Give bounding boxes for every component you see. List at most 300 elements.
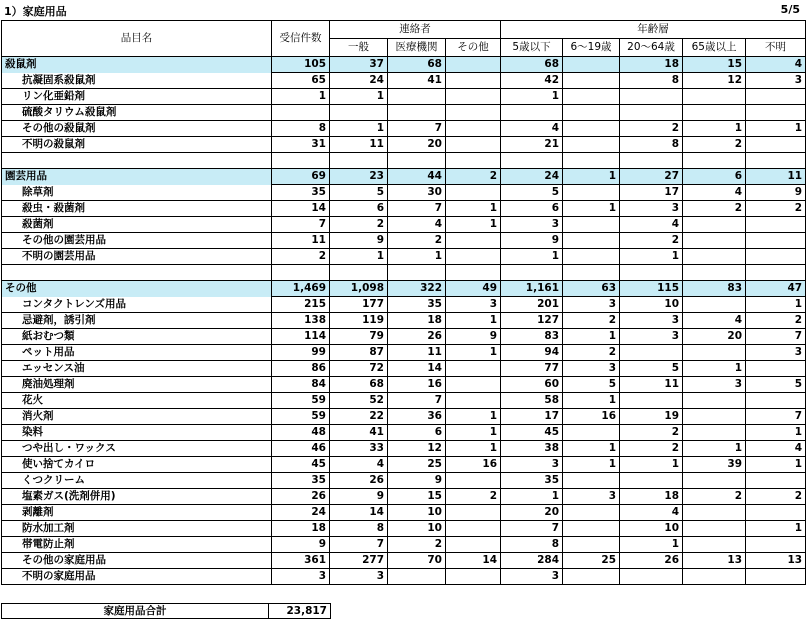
cell-value: 1 xyxy=(446,217,501,233)
cell-value: 2 xyxy=(446,169,501,185)
row-label: 紙おむつ類 xyxy=(2,329,272,345)
cell-value: 3 xyxy=(563,489,620,505)
row-label: 不明の園芸用品 xyxy=(2,249,272,265)
cell-value: 24 xyxy=(272,505,330,521)
cell-value: 4 xyxy=(620,217,683,233)
table-row xyxy=(2,457,806,473)
row-label: 硫酸タリウム殺鼠剤 xyxy=(2,105,272,121)
cell-value xyxy=(746,89,806,105)
cell-value: 17 xyxy=(620,185,683,201)
cell-value: 3 xyxy=(620,201,683,217)
cell-value: 1 xyxy=(746,425,806,441)
cell-value xyxy=(746,361,806,377)
cell-value: 59 xyxy=(272,409,330,425)
cell-value xyxy=(563,233,620,249)
cell-value: 20 xyxy=(501,505,563,521)
cell-value: 6 xyxy=(683,169,746,185)
cell-value xyxy=(746,505,806,521)
row-label: その他 xyxy=(2,281,272,297)
table-row xyxy=(2,553,806,569)
cell-value: 1 xyxy=(620,537,683,553)
cell-value xyxy=(563,521,620,537)
cell-value: 119 xyxy=(330,313,388,329)
table-row xyxy=(2,441,806,457)
cell-value: 8 xyxy=(330,521,388,537)
row-label: 殺虫・殺菌剤 xyxy=(2,201,272,217)
cell-value: 4 xyxy=(330,457,388,473)
cell-value xyxy=(330,153,388,169)
cell-value: 4 xyxy=(746,57,806,73)
cell-value: 8 xyxy=(620,137,683,153)
row-label: 花火 xyxy=(2,393,272,409)
cell-value: 3 xyxy=(446,297,501,313)
cell-value: 9 xyxy=(330,233,388,249)
cell-value: 4 xyxy=(683,313,746,329)
cell-value: 41 xyxy=(330,425,388,441)
cell-value: 1 xyxy=(446,345,501,361)
cell-value xyxy=(620,473,683,489)
row-label: ペット用品 xyxy=(2,345,272,361)
cell-value: 79 xyxy=(330,329,388,345)
cell-value: 31 xyxy=(272,137,330,153)
table-row xyxy=(2,329,806,345)
cell-value xyxy=(683,217,746,233)
cell-value xyxy=(501,105,563,121)
cell-value: 2 xyxy=(683,137,746,153)
cell-value: 2 xyxy=(563,313,620,329)
cell-value xyxy=(620,345,683,361)
cell-value xyxy=(683,473,746,489)
cell-value: 36 xyxy=(388,409,446,425)
cell-value xyxy=(446,377,501,393)
cell-value: 41 xyxy=(388,73,446,89)
cell-value: 68 xyxy=(388,57,446,73)
cell-value: 105 xyxy=(272,57,330,73)
cell-value: 9 xyxy=(446,329,501,345)
header-age-6-19: 6～19歳 xyxy=(563,39,620,57)
cell-value: 25 xyxy=(388,457,446,473)
cell-value: 15 xyxy=(388,489,446,505)
cell-value: 3 xyxy=(501,569,563,585)
cell-value xyxy=(746,473,806,489)
page-title: 1）家庭用品 xyxy=(4,5,67,18)
cell-value xyxy=(446,233,501,249)
cell-value: 1 xyxy=(330,249,388,265)
table-row xyxy=(2,73,806,89)
table-row xyxy=(2,505,806,521)
cell-value xyxy=(388,153,446,169)
cell-value: 115 xyxy=(620,281,683,297)
cell-value: 6 xyxy=(388,425,446,441)
cell-value: 1 xyxy=(746,297,806,313)
cell-value: 114 xyxy=(272,329,330,345)
cell-value xyxy=(388,265,446,281)
cell-value: 21 xyxy=(501,137,563,153)
table-row xyxy=(2,297,806,313)
cell-value xyxy=(563,217,620,233)
cell-value: 2 xyxy=(683,201,746,217)
cell-value xyxy=(446,521,501,537)
cell-value: 277 xyxy=(330,553,388,569)
cell-value: 1 xyxy=(446,313,501,329)
table-spacer-row xyxy=(2,265,806,281)
table-row xyxy=(2,233,806,249)
cell-value xyxy=(563,265,620,281)
cell-value xyxy=(683,89,746,105)
cell-value: 2 xyxy=(620,121,683,137)
cell-value: 35 xyxy=(272,473,330,489)
table-row xyxy=(2,425,806,441)
cell-value: 86 xyxy=(272,361,330,377)
cell-value xyxy=(620,265,683,281)
cell-value xyxy=(446,57,501,73)
cell-value: 177 xyxy=(330,297,388,313)
cell-value xyxy=(388,89,446,105)
table-row xyxy=(2,185,806,201)
header-age-65plus: 65歳以上 xyxy=(683,39,746,57)
cell-value: 99 xyxy=(272,345,330,361)
cell-value: 37 xyxy=(330,57,388,73)
cell-value xyxy=(683,297,746,313)
cell-value: 7 xyxy=(746,409,806,425)
cell-value xyxy=(272,153,330,169)
header-contact-general: 一般 xyxy=(330,39,388,57)
cell-value: 19 xyxy=(620,409,683,425)
cell-value: 1 xyxy=(388,249,446,265)
cell-value xyxy=(563,505,620,521)
cell-value xyxy=(446,185,501,201)
cell-value: 1 xyxy=(446,441,501,457)
header-age: 年齢層 xyxy=(501,21,806,39)
cell-value: 3 xyxy=(620,313,683,329)
cell-value: 8 xyxy=(272,121,330,137)
cell-value: 1 xyxy=(446,201,501,217)
cell-value: 6 xyxy=(501,201,563,217)
cell-value: 1 xyxy=(563,393,620,409)
table-row xyxy=(2,217,806,233)
row-label: 除草剤 xyxy=(2,185,272,201)
cell-value: 13 xyxy=(683,553,746,569)
cell-value: 27 xyxy=(620,169,683,185)
table-row xyxy=(2,121,806,137)
cell-value xyxy=(620,393,683,409)
row-label: 不明の殺鼠剤 xyxy=(2,137,272,153)
cell-value: 20 xyxy=(388,137,446,153)
cell-value: 68 xyxy=(330,377,388,393)
table-row xyxy=(2,569,806,585)
cell-value: 1 xyxy=(330,121,388,137)
cell-value: 45 xyxy=(272,457,330,473)
cell-value xyxy=(563,57,620,73)
cell-value xyxy=(683,409,746,425)
cell-value: 2 xyxy=(746,313,806,329)
cell-value: 11 xyxy=(746,169,806,185)
cell-value: 2 xyxy=(683,489,746,505)
cell-value: 2 xyxy=(388,537,446,553)
row-label: くつクリーム xyxy=(2,473,272,489)
header-age-unknown: 不明 xyxy=(746,39,806,57)
cell-value xyxy=(446,153,501,169)
table-row xyxy=(2,201,806,217)
cell-value xyxy=(272,105,330,121)
row-label: その他の殺鼠剤 xyxy=(2,121,272,137)
row-label: つや出し・ワックス xyxy=(2,441,272,457)
cell-value: 26 xyxy=(272,489,330,505)
cell-value: 2 xyxy=(620,425,683,441)
row-label: 殺鼠剤 xyxy=(2,57,272,73)
row-label: その他の家庭用品 xyxy=(2,553,272,569)
cell-value: 7 xyxy=(388,393,446,409)
cell-value xyxy=(746,265,806,281)
cell-value xyxy=(746,233,806,249)
cell-value: 1 xyxy=(446,409,501,425)
row-label: 不明の家庭用品 xyxy=(2,569,272,585)
cell-value: 69 xyxy=(272,169,330,185)
cell-value xyxy=(446,361,501,377)
cell-value xyxy=(746,569,806,585)
table-row xyxy=(2,521,806,537)
cell-value xyxy=(446,137,501,153)
table-row xyxy=(2,249,806,265)
cell-value xyxy=(683,393,746,409)
cell-value xyxy=(683,425,746,441)
row-label: 忌避剤，誘引剤 xyxy=(2,313,272,329)
cell-value: 20 xyxy=(683,329,746,345)
table-spacer-row xyxy=(2,153,806,169)
row-label: 染料 xyxy=(2,425,272,441)
cell-value xyxy=(446,393,501,409)
cell-value: 17 xyxy=(501,409,563,425)
cell-value: 30 xyxy=(388,185,446,201)
cell-value: 68 xyxy=(501,57,563,73)
cell-value: 58 xyxy=(501,393,563,409)
cell-value xyxy=(388,105,446,121)
row-label: 帯電防止剤 xyxy=(2,537,272,553)
cell-value: 361 xyxy=(272,553,330,569)
cell-value: 59 xyxy=(272,393,330,409)
cell-value: 3 xyxy=(272,569,330,585)
cell-value: 23 xyxy=(330,169,388,185)
row-label: 剥離剤 xyxy=(2,505,272,521)
cell-value: 11 xyxy=(272,233,330,249)
total-value: 23,817 xyxy=(269,604,331,619)
row-label: 使い捨てカイロ xyxy=(2,457,272,473)
cell-value xyxy=(446,473,501,489)
cell-value: 13 xyxy=(746,553,806,569)
cell-value xyxy=(746,153,806,169)
cell-value: 3 xyxy=(683,377,746,393)
cell-value: 47 xyxy=(746,281,806,297)
cell-value: 70 xyxy=(388,553,446,569)
cell-value: 1 xyxy=(620,457,683,473)
cell-value: 1 xyxy=(746,457,806,473)
cell-value: 1 xyxy=(446,425,501,441)
table-row xyxy=(2,361,806,377)
cell-value: 45 xyxy=(501,425,563,441)
cell-value: 1 xyxy=(563,201,620,217)
cell-value xyxy=(501,153,563,169)
cell-value: 46 xyxy=(272,441,330,457)
cell-value: 8 xyxy=(501,537,563,553)
cell-value: 14 xyxy=(446,553,501,569)
cell-value: 1,469 xyxy=(272,281,330,297)
cell-value: 18 xyxy=(272,521,330,537)
cell-value xyxy=(563,425,620,441)
table-row xyxy=(2,377,806,393)
table-row xyxy=(2,345,806,361)
header-contact-medical: 医療機関 xyxy=(388,39,446,57)
cell-value: 10 xyxy=(620,521,683,537)
table-group-row xyxy=(2,57,806,73)
cell-value: 10 xyxy=(388,505,446,521)
cell-value: 12 xyxy=(683,73,746,89)
cell-value: 1 xyxy=(563,169,620,185)
cell-value xyxy=(563,121,620,137)
row-label: リン化亜鉛剤 xyxy=(2,89,272,105)
cell-value xyxy=(683,521,746,537)
row-label: 抗凝固系殺鼠剤 xyxy=(2,73,272,89)
table-row xyxy=(2,489,806,505)
cell-value: 11 xyxy=(388,345,446,361)
cell-value: 7 xyxy=(388,201,446,217)
cell-value xyxy=(388,569,446,585)
cell-value: 4 xyxy=(746,441,806,457)
table-row xyxy=(2,313,806,329)
cell-value xyxy=(563,105,620,121)
cell-value: 3 xyxy=(563,297,620,313)
cell-value: 3 xyxy=(620,329,683,345)
cell-value xyxy=(746,105,806,121)
cell-value xyxy=(746,393,806,409)
table-row xyxy=(2,537,806,553)
cell-value xyxy=(563,185,620,201)
cell-value xyxy=(683,537,746,553)
cell-value: 35 xyxy=(388,297,446,313)
cell-value xyxy=(683,345,746,361)
page-number: 5/5 xyxy=(780,3,800,16)
table-row xyxy=(2,473,806,489)
cell-value: 127 xyxy=(501,313,563,329)
cell-value: 6 xyxy=(330,201,388,217)
cell-value xyxy=(446,249,501,265)
cell-value: 9 xyxy=(746,185,806,201)
cell-value xyxy=(683,105,746,121)
cell-value: 3 xyxy=(563,361,620,377)
cell-value xyxy=(746,217,806,233)
cell-value xyxy=(563,137,620,153)
cell-value: 1 xyxy=(683,441,746,457)
cell-value: 63 xyxy=(563,281,620,297)
table-group-row xyxy=(2,281,806,297)
cell-value: 322 xyxy=(388,281,446,297)
cell-value: 26 xyxy=(388,329,446,345)
cell-value xyxy=(683,505,746,521)
cell-value: 2 xyxy=(746,489,806,505)
cell-value: 35 xyxy=(501,473,563,489)
cell-value: 215 xyxy=(272,297,330,313)
cell-value: 42 xyxy=(501,73,563,89)
cell-value: 5 xyxy=(746,377,806,393)
cell-value: 1 xyxy=(683,121,746,137)
cell-value: 18 xyxy=(388,313,446,329)
cell-value: 8 xyxy=(620,73,683,89)
cell-value: 94 xyxy=(501,345,563,361)
cell-value: 72 xyxy=(330,361,388,377)
cell-value: 16 xyxy=(563,409,620,425)
cell-value xyxy=(620,153,683,169)
cell-value: 24 xyxy=(330,73,388,89)
cell-value xyxy=(563,153,620,169)
cell-value: 1 xyxy=(563,329,620,345)
cell-value xyxy=(746,537,806,553)
cell-value: 5 xyxy=(563,377,620,393)
table-row xyxy=(2,137,806,153)
cell-value xyxy=(330,265,388,281)
row-label: 廃油処理剤 xyxy=(2,377,272,393)
cell-value: 35 xyxy=(272,185,330,201)
cell-value: 10 xyxy=(388,521,446,537)
cell-value: 3 xyxy=(501,217,563,233)
cell-value: 65 xyxy=(272,73,330,89)
cell-value: 9 xyxy=(272,537,330,553)
cell-value: 2 xyxy=(330,217,388,233)
total-table xyxy=(1,603,331,619)
cell-value: 9 xyxy=(388,473,446,489)
header-contact: 連絡者 xyxy=(330,21,501,39)
statistics-table xyxy=(1,20,806,585)
cell-value: 1 xyxy=(746,521,806,537)
cell-value: 83 xyxy=(683,281,746,297)
cell-value: 1,161 xyxy=(501,281,563,297)
cell-value xyxy=(563,249,620,265)
cell-value: 14 xyxy=(272,201,330,217)
cell-value: 2 xyxy=(620,233,683,249)
cell-value: 4 xyxy=(388,217,446,233)
cell-value xyxy=(446,73,501,89)
cell-value: 38 xyxy=(501,441,563,457)
table-row xyxy=(2,89,806,105)
cell-value: 52 xyxy=(330,393,388,409)
cell-value xyxy=(272,265,330,281)
cell-value: 1 xyxy=(330,89,388,105)
cell-value: 2 xyxy=(272,249,330,265)
cell-value xyxy=(563,569,620,585)
cell-value: 39 xyxy=(683,457,746,473)
cell-value xyxy=(683,233,746,249)
cell-value: 5 xyxy=(501,185,563,201)
cell-value xyxy=(620,89,683,105)
cell-value: 7 xyxy=(272,217,330,233)
cell-value: 7 xyxy=(330,537,388,553)
cell-value: 138 xyxy=(272,313,330,329)
row-label: 園芸用品 xyxy=(2,169,272,185)
cell-value: 7 xyxy=(388,121,446,137)
cell-value xyxy=(446,121,501,137)
cell-value xyxy=(446,89,501,105)
cell-value: 1,098 xyxy=(330,281,388,297)
cell-value: 1 xyxy=(272,89,330,105)
header-item-name: 品目名 xyxy=(2,21,272,57)
cell-value xyxy=(563,73,620,89)
cell-value: 1 xyxy=(683,361,746,377)
cell-value: 5 xyxy=(330,185,388,201)
table-group-row xyxy=(2,169,806,185)
cell-value: 22 xyxy=(330,409,388,425)
row-label: 消火剤 xyxy=(2,409,272,425)
cell-value: 3 xyxy=(746,73,806,89)
cell-value: 1 xyxy=(501,249,563,265)
cell-value xyxy=(563,537,620,553)
